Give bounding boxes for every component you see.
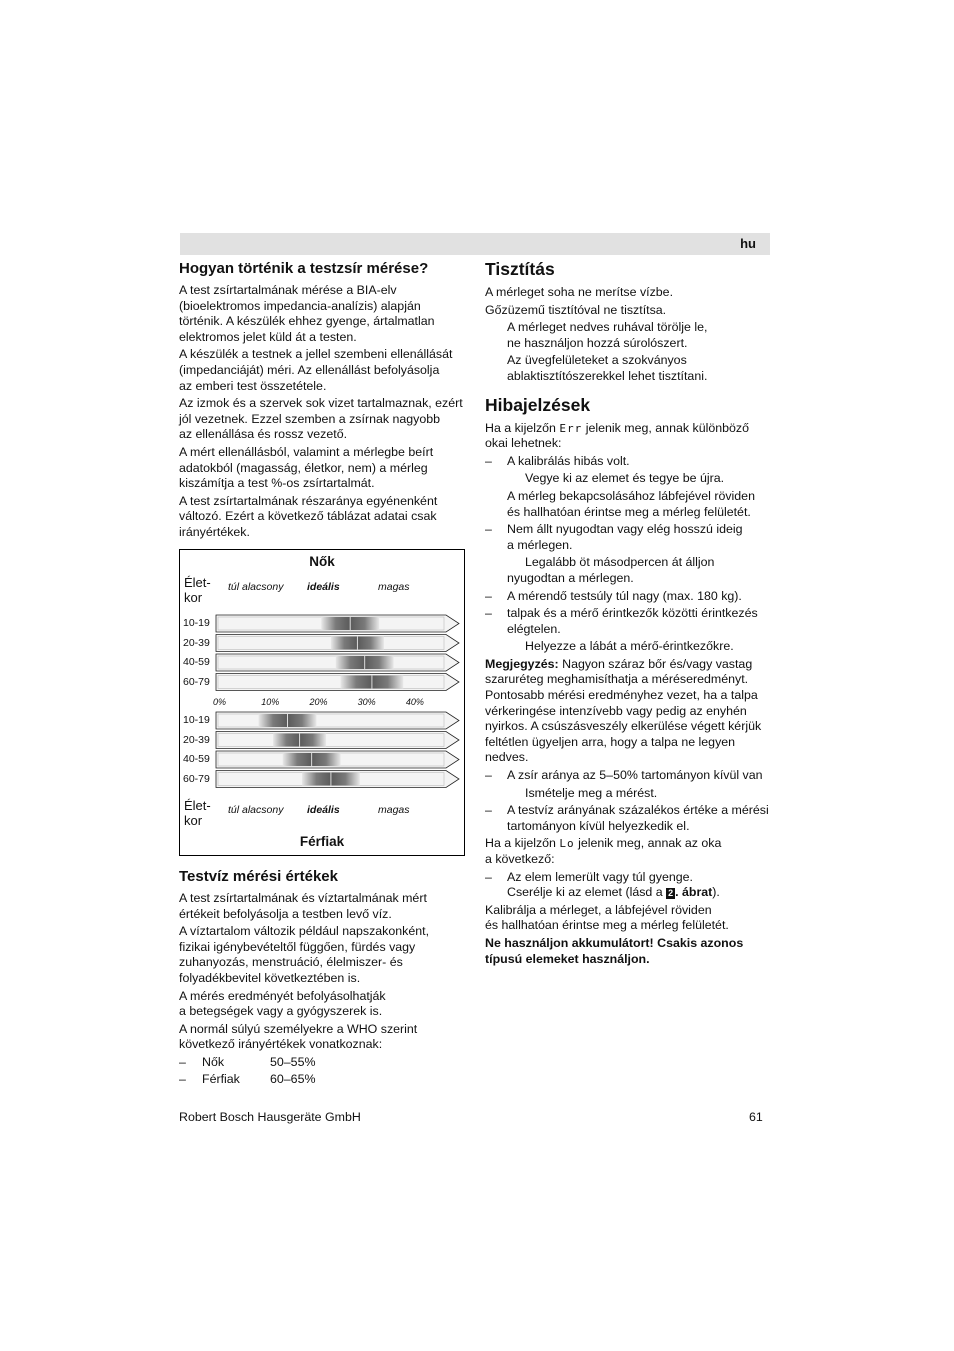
left-column: [179, 260, 469, 543]
line: zuhanyozás, menstruáció, élelmiszer- és: [179, 955, 403, 970]
error-item: [485, 522, 775, 553]
line: következő irányértékek vonatkoznak:: [179, 1037, 383, 1052]
dash: –: [485, 768, 492, 783]
text: Ha a kijelzőn: [485, 420, 556, 435]
error-item: [485, 870, 775, 901]
age-header-line: Élet-: [184, 798, 211, 813]
error-remedy: Helyezze a lábát a mérő-érintkezőkre.: [525, 639, 734, 654]
paragraph-calculation: [179, 445, 469, 492]
dash: –: [485, 522, 492, 537]
who-label: Férfiak: [202, 1071, 240, 1086]
line: Legalább öt másodpercen át álljon: [525, 555, 715, 570]
line: A mért ellenállásból, valamint a mérlegbe beírt: [179, 444, 434, 459]
line: ne használjon hozzá súrolószert.: [507, 335, 688, 350]
text: jelenik meg, annak különböző: [585, 420, 749, 435]
line: ablaktisztítószerekkel lehet tisztítani.: [507, 368, 708, 383]
line: fizikai igénybevételtől függően, fürdés vagy: [179, 939, 416, 954]
line: szaruréteg meghamisíthatja a méréseredményt.: [485, 672, 749, 687]
text: Az elem lemerült vagy túl gyenge.: [507, 869, 693, 884]
text: A kalibrálás hibás volt.: [507, 453, 630, 468]
text: Nagyon száraz bőr és/vagy vastag: [558, 656, 753, 671]
line: A test zsírtartalmának és víztartalmának mért: [179, 891, 427, 905]
paragraph-bia: [179, 283, 469, 345]
text: jelenik meg, annak az oka: [578, 836, 722, 851]
paragraph-water-4: [179, 1022, 469, 1053]
error-item: [485, 803, 775, 834]
text: Ha a kijelzőn: [485, 836, 556, 851]
text: a következő:: [485, 852, 555, 866]
line: A mérés eredményét befolyásolhatják: [179, 988, 386, 1003]
line: A test zsírtartalmának mérése a BIA-elv: [179, 283, 397, 297]
age-group-label: 60-79: [183, 772, 210, 785]
who-value: 60–65%: [270, 1071, 316, 1086]
figure-ref: . ábrat: [675, 885, 713, 900]
line: A mérleget nedves ruhával törölje le,: [507, 320, 708, 335]
age-header-line: kor: [184, 590, 203, 605]
text: A mérendő testsúly túl nagy (max. 180 kg).: [507, 588, 742, 603]
line: (bioelektromos impedancia-analízis) alapján: [179, 298, 421, 313]
clean-instruction: [485, 353, 775, 384]
error-item: [485, 454, 775, 470]
line: vérkeringése intenzívebb vagy pedig az enyhén: [485, 703, 747, 718]
err-intro: [485, 421, 775, 452]
age-group-label: 20-39: [183, 636, 210, 649]
battery-warning: [485, 936, 775, 967]
left-column-lower: [179, 868, 469, 1089]
dash: –: [485, 588, 492, 603]
paragraph-water-2: [179, 924, 469, 986]
line: tartományon kívül helyezkedik el.: [507, 818, 690, 833]
line: A készülék a testnek a jellel szembeni ellenállását: [179, 347, 453, 362]
clean-line: Gőzüzemű tisztítóval ne tisztítsa.: [485, 302, 667, 317]
line: Pontosabb mérési eredményhez vezet, ha a talpa: [485, 688, 758, 703]
dash: –: [485, 869, 492, 884]
line: elektromos jelet küld át a testen.: [179, 329, 357, 344]
line: változó. Ezért a következő táblázat adatai csak: [179, 509, 437, 524]
line: Kalibrálja a mérleget, a lábfejével röviden: [485, 902, 712, 917]
line: a mérlegen.: [507, 537, 573, 552]
axis-tick-label: 20%: [309, 697, 328, 707]
paragraph-muscles: [179, 396, 469, 443]
error-item: [485, 768, 775, 784]
age-group-label: 10-19: [183, 617, 210, 629]
error-remedy: Ismételje meg a mérést.: [525, 785, 658, 800]
paragraph-impedance: [179, 347, 469, 394]
right-column: [485, 259, 775, 969]
figure-number-badge: 2: [668, 888, 674, 899]
text: ).: [712, 885, 720, 900]
display-code-err: Err: [559, 421, 583, 435]
text: okai lehetnek:: [485, 436, 562, 451]
dash: –: [179, 1054, 186, 1069]
language-code: hu: [740, 236, 756, 251]
age-group-label: 40-59: [183, 656, 210, 668]
clean-instruction: [485, 320, 775, 351]
line: Az izmok és a szervek sok vizet tartalmaznak, ezért: [179, 396, 463, 411]
line: A test zsírtartalmának részaránya egyénenként: [179, 493, 438, 508]
clean-line: A mérleget soha ne merítse vízbe.: [485, 285, 674, 299]
line: A normál súlyú személyekre a WHO szerint: [179, 1021, 418, 1036]
paragraph-water-3: [179, 989, 469, 1020]
error-remedy: Vegye ki az elemet és tegye be újra.: [525, 471, 725, 486]
who-label: Nők: [202, 1054, 225, 1069]
age-header-line: Élet-: [184, 575, 211, 590]
line: A mérleg bekapcsolásához lábfejével röviden: [507, 488, 755, 503]
text: Cserélje ki az elemet (lásd a: [507, 885, 663, 900]
section-heading-bodyfat: Hogyan történik a testzsír mérése?: [179, 260, 429, 277]
text: A zsír aránya az 5–50% tartományon kívül van: [507, 768, 763, 783]
line: Ne használjon akkumulátort! Csakis azonos: [485, 935, 744, 950]
line: értékeit befolyásolja a testben levő víz.: [179, 906, 392, 921]
bar-outline: [216, 732, 459, 749]
note-paragraph: [485, 657, 775, 766]
axis-tick-label: 0%: [213, 697, 227, 707]
paragraph-water-1: [179, 891, 469, 922]
line: nyugodtan a mérlegen.: [507, 570, 634, 585]
paragraph-guidance: [179, 494, 469, 541]
line: nyirkos. A csúszásveszély elkerülése végett kérjük: [485, 719, 762, 734]
who-value: 50–55%: [270, 1054, 316, 1069]
zone-label-ideal-men: ideális: [307, 804, 340, 816]
axis-tick-label: 30%: [357, 697, 376, 707]
zone-label-high-men: magas: [378, 804, 410, 816]
line: és hallhatóan érintse meg a mérleg felületét.: [507, 504, 751, 519]
line: elégtelen.: [507, 621, 561, 636]
line: adatokból (magasság, életkor, nem) a mérleg: [179, 460, 428, 475]
age-group-label: 10-19: [183, 714, 210, 726]
age-header-bottom: [184, 798, 211, 828]
error-item: [485, 589, 775, 605]
line: folyadékbevitel következtében is.: [179, 970, 361, 985]
line: feltétlen ügyeljen arra, hogy a talpa ne legyen: [485, 734, 736, 749]
zone-label-low-men: túl alacsony: [228, 804, 284, 816]
age-group-label: 20-39: [183, 733, 210, 746]
line: Az üvegfelületeket a szokványos: [507, 353, 687, 368]
line: kiszámítja a test %-os zsírtartalmát.: [179, 476, 375, 491]
zone-label-high: magas: [378, 581, 410, 593]
line: A víztartalom változik például napszakonként,: [179, 924, 430, 939]
dash: –: [485, 803, 492, 818]
dash: –: [485, 453, 492, 468]
who-row-men: [179, 1072, 469, 1089]
zone-label-low: túl alacsony: [228, 581, 284, 593]
body-fat-chart: [179, 549, 465, 856]
chart-title-women: Nők: [309, 554, 335, 569]
line: irányértékek.: [179, 524, 250, 539]
display-code-lo: Lo: [559, 837, 575, 851]
axis-tick-label: 40%: [405, 697, 424, 707]
section-heading-errors: Hibajelzések: [485, 394, 591, 415]
zone-label-ideal: ideális: [307, 581, 340, 593]
error-remedy: [485, 555, 775, 586]
lo-intro: [485, 836, 775, 867]
age-group-label: 40-59: [183, 753, 210, 765]
bar-outline: [216, 674, 459, 691]
error-remedy: [485, 489, 775, 520]
line: (impedanciáját) méri. Az ellenállást befolyásolja: [179, 362, 440, 377]
chart-title-men: Férfiak: [299, 834, 345, 849]
line: az emberi test összetétele.: [179, 378, 327, 393]
footer-page-number: 61: [749, 1110, 763, 1124]
line: jól vezetnek. Ezzel szemben a zsírnak nagyobb: [179, 411, 441, 426]
footer-company: Robert Bosch Hausgeräte GmbH: [179, 1110, 361, 1124]
line: talpak és a mérő érintkezők közötti érintkezés: [507, 606, 758, 621]
line: A testvíz arányának százalékos értéke a mérési: [507, 803, 769, 818]
age-header-line: kor: [184, 813, 203, 828]
line: nedves.: [485, 750, 529, 765]
line: típusú elemeket használjon.: [485, 951, 650, 966]
line: a betegségek vagy a gyógyszerek is.: [179, 1004, 383, 1019]
section-heading-cleaning: Tisztítás: [485, 259, 555, 279]
line: történik. A készülék ehhez gyenge, ártalmatlan: [179, 314, 435, 329]
line: Nem állt nyugodtan vagy elég hosszú ideig: [507, 522, 743, 537]
line: az ellenállása és rossz vezető.: [179, 427, 348, 442]
dash: –: [485, 606, 492, 621]
header-bar: [180, 233, 770, 255]
dash: –: [179, 1071, 186, 1086]
who-row-women: [179, 1055, 469, 1072]
calibration-paragraph: [485, 903, 775, 934]
bar-outline: [216, 712, 459, 729]
note-label: Megjegyzés:: [485, 656, 559, 671]
error-item: [485, 606, 775, 637]
axis-tick-label: 10%: [261, 697, 280, 707]
age-group-label: 60-79: [183, 675, 210, 688]
section-heading-water: Testvíz mérési értékek: [179, 868, 338, 885]
line: és hallhatóan érintse meg a mérleg felületét.: [485, 918, 729, 933]
